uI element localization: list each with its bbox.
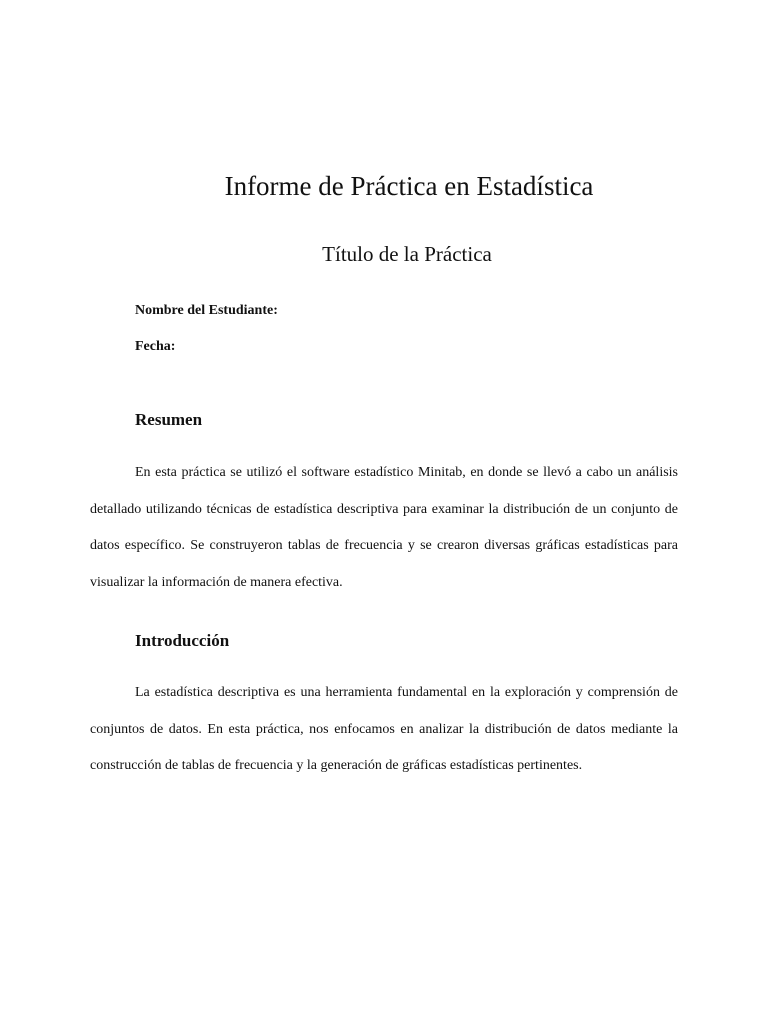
section-body-introduccion: La estadística descriptiva es una herramienta fundamental en la exploración y comprensión de conjuntos de datos. En esta práctica, nos enfocamos en analizar la distribución de datos mediante la construcción de tablas de frecuencia y la generación de gráficas estadísticas pertinentes. — [90, 685, 678, 773]
date-label: Fecha: — [135, 339, 176, 354]
section-heading-resumen: Resumen — [135, 410, 203, 429]
section-heading-introduccion: Introducción — [135, 631, 230, 650]
document-subtitle: Título de la Práctica — [322, 242, 492, 266]
section-body-resumen: En esta práctica se utilizó el software estadístico Minitab, en donde se llevó a cabo un análisis detallado utilizando técnicas de estadística descriptiva para examinar la distribución de un conjunto de datos específico. Se construyeron tablas de frecuencia y se crearon diversas gráficas estadísticas para visualizar la información de manera efectiva. — [90, 465, 678, 590]
student-name-label: Nombre del Estudiante: — [135, 303, 278, 318]
document-title: Informe de Práctica en Estadística — [224, 171, 594, 201]
